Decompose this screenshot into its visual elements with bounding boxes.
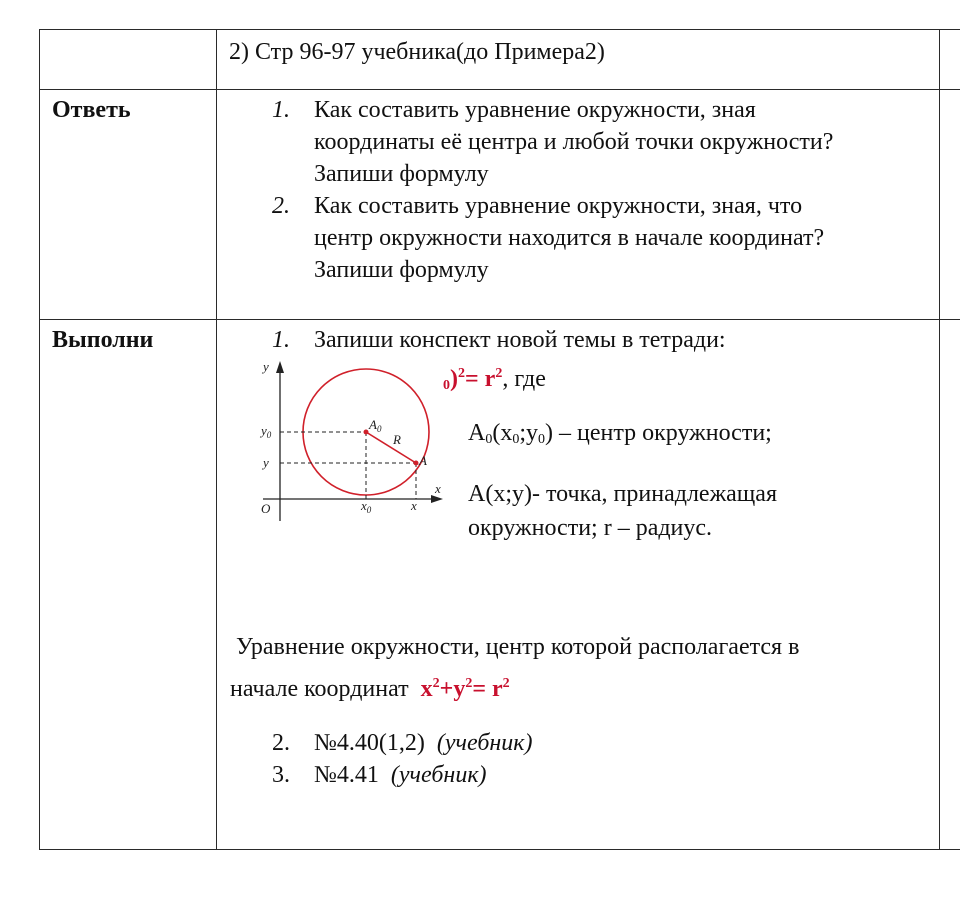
question-2-line-1: Как составить уравнение окружности, зная, что <box>314 193 803 219</box>
question-2-line-3: Запиши формулу <box>314 257 489 283</box>
table-border-left <box>39 29 40 850</box>
task-1-text: Запиши конспект новой темы в тетради: <box>314 327 726 353</box>
task-title: 2) Стр 96-97 учебника(до Примера2) <box>229 39 605 65</box>
origin-equation-line-2: начале координат $x^2+y^2= r^2$ <box>230 676 510 702</box>
y-axis-label: y <box>263 359 269 374</box>
circle-equation-fragment: $_0)^2= r^2$, где <box>443 366 546 393</box>
task-1-number: 1. <box>272 327 290 353</box>
table-border-row2 <box>39 319 960 320</box>
definition-center: $A_0(x_0;y_0)$ – центр окружности; <box>468 420 772 447</box>
row-label-answer: Ответь <box>52 97 131 123</box>
question-2-line-2: центр окружности находится в начале координат? <box>314 225 825 251</box>
tick-x0-label: $x_0$ <box>361 498 372 515</box>
question-1-line-2: координаты её центра и любой точки окружности? <box>314 129 834 155</box>
tick-y0-label: $y_0$ <box>261 423 272 440</box>
radius-label: R <box>393 432 401 447</box>
table-border-top <box>39 29 960 30</box>
x-axis-arrow <box>431 495 443 503</box>
origin-label: O <box>261 501 271 516</box>
table-border-col1 <box>216 29 217 850</box>
circle-point <box>414 461 419 466</box>
question-2-number: 2. <box>272 193 290 219</box>
row-label-do: Выполни <box>52 327 154 353</box>
y-axis-arrow <box>276 361 284 373</box>
tick-y-label: y <box>263 455 269 470</box>
origin-equation-formula: $x^2+y^2= r^2$ <box>420 676 510 702</box>
circle-diagram <box>255 355 455 525</box>
definition-point-line-2: окружности; r – радиус. <box>468 515 713 541</box>
radius-line <box>366 432 416 463</box>
question-1-number: 1. <box>272 97 290 123</box>
question-1-line-1: Как составить уравнение окружности, зная <box>314 97 756 123</box>
table-border-bottom <box>39 849 960 850</box>
x-axis-label: x <box>435 481 441 496</box>
exercise-3-text: №4.41 (учебник) <box>314 762 487 788</box>
question-1-line-3: Запиши формулу <box>314 161 489 187</box>
exercise-2-text: №4.40(1,2) (учебник) <box>314 730 533 756</box>
table-border-row1 <box>39 89 960 90</box>
definition-point-line-1: A(x;y)- точка, принадлежащая <box>468 481 777 507</box>
table-border-col2 <box>939 29 940 850</box>
exercise-3-number: 3. <box>272 762 290 788</box>
center-label: $A_0$ <box>369 417 382 434</box>
tick-x-label: x <box>411 498 417 513</box>
center-point <box>364 430 369 435</box>
exercise-2-number: 2. <box>272 730 290 756</box>
origin-equation-line-1: Уравнение окружности, центр которой располагается в <box>230 634 800 660</box>
point-label: A <box>419 453 427 468</box>
